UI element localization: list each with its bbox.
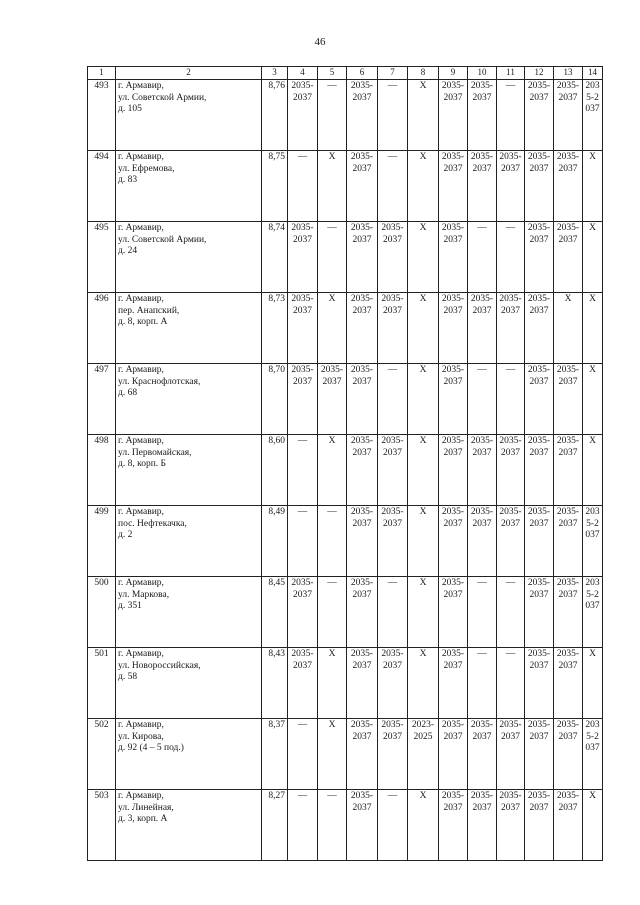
column-header-13: 13 xyxy=(554,67,583,80)
address-line: г. Армавир, xyxy=(118,649,164,659)
column-header-8: 8 xyxy=(408,67,439,80)
value-cell-col-12: 2035-2037 xyxy=(525,719,554,790)
score-cell: 8,37 xyxy=(262,719,288,790)
value-cell-col-4: — xyxy=(288,719,318,790)
value-cell-col-9: 2035-2037 xyxy=(439,719,468,790)
value-cell-col-12: 2035-2037 xyxy=(525,577,554,648)
address-line: пер. Анапский, xyxy=(118,305,180,316)
value-cell-col-5: — xyxy=(318,790,347,861)
value-cell-col-13: 2035-2037 xyxy=(554,648,583,719)
column-header-4: 4 xyxy=(288,67,318,80)
value-cell-col-9: 2035-2037 xyxy=(439,222,468,293)
value-cell-col-6: 2035-2037 xyxy=(347,293,378,364)
address-line: д. 351 xyxy=(118,601,142,612)
address-line: д. 2 xyxy=(118,530,133,541)
address-line: д. 3, корп. А xyxy=(118,814,168,825)
value-cell-col-10: 2035-2037 xyxy=(468,719,497,790)
score-cell: 8,70 xyxy=(262,364,288,435)
value-cell-col-9: 2035-2037 xyxy=(439,506,468,577)
value-cell-col-5: X xyxy=(318,435,347,506)
address-line: ул. Новороссийская, xyxy=(118,660,201,671)
value-cell-col-7: — xyxy=(378,790,408,861)
value-cell-col-14: 2035-2037 xyxy=(583,80,603,151)
value-cell-col-9: 2035-2037 xyxy=(439,364,468,435)
address-line: г. Армавир, xyxy=(118,81,164,91)
address-line: ул. Советской Армии, xyxy=(118,234,207,245)
address-line: г. Армавир, xyxy=(118,578,164,588)
value-cell-col-7: 2035-2037 xyxy=(378,435,408,506)
value-cell-col-10: 2035-2037 xyxy=(468,435,497,506)
address-line: г. Армавир, xyxy=(118,791,164,801)
column-header-12: 12 xyxy=(525,67,554,80)
value-cell-col-11: 2035-2037 xyxy=(497,790,525,861)
value-cell-col-4: 2035-2037 xyxy=(288,648,318,719)
score-cell: 8,75 xyxy=(262,151,288,222)
value-cell-col-4: 2035-2037 xyxy=(288,577,318,648)
value-cell-col-9: 2035-2037 xyxy=(439,648,468,719)
value-cell-col-8: X xyxy=(408,293,439,364)
value-cell-col-4: 2035-2037 xyxy=(288,293,318,364)
value-cell-col-7: 2035-2037 xyxy=(378,222,408,293)
value-cell-col-9: 2035-2037 xyxy=(439,577,468,648)
value-cell-col-7: 2035-2037 xyxy=(378,648,408,719)
value-cell-col-8: X xyxy=(408,151,439,222)
value-cell-col-4: — xyxy=(288,506,318,577)
table-row xyxy=(88,577,603,648)
value-cell-col-10: 2035-2037 xyxy=(468,293,497,364)
address-line: г. Армавир, xyxy=(118,294,164,304)
address-line: г. Армавир, xyxy=(118,507,164,517)
value-cell-col-12: 2035-2037 xyxy=(525,435,554,506)
address-line: г. Армавир, xyxy=(118,720,164,730)
value-cell-col-5: — xyxy=(318,577,347,648)
value-cell-col-10: 2035-2037 xyxy=(468,80,497,151)
column-header-11: 11 xyxy=(497,67,525,80)
value-cell-col-6: 2035-2037 xyxy=(347,648,378,719)
score-cell: 8,60 xyxy=(262,435,288,506)
value-cell-col-13: 2035-2037 xyxy=(554,577,583,648)
address-line: д. 8, корп. А xyxy=(118,317,168,328)
value-cell-col-13: 2035-2037 xyxy=(554,151,583,222)
value-cell-col-8: 2023-2025 xyxy=(408,719,439,790)
value-cell-col-5: 2035-2037 xyxy=(318,364,347,435)
row-number: 500 xyxy=(88,577,116,648)
table-row xyxy=(88,719,603,790)
value-cell-col-14: 2035-2037 xyxy=(583,506,603,577)
value-cell-col-6: 2035-2037 xyxy=(347,435,378,506)
value-cell-col-5: — xyxy=(318,80,347,151)
value-cell-col-12: 2035-2037 xyxy=(525,648,554,719)
value-cell-col-13: 2035-2037 xyxy=(554,80,583,151)
value-cell-col-9: 2035-2037 xyxy=(439,80,468,151)
address-cell xyxy=(116,790,262,861)
column-header-14: 14 xyxy=(583,67,603,80)
value-cell-col-11: — xyxy=(497,80,525,151)
column-header-2: 2 xyxy=(116,67,262,80)
address-line: г. Армавир, xyxy=(118,365,164,375)
value-cell-col-6: 2035-2037 xyxy=(347,790,378,861)
table-row xyxy=(88,506,603,577)
value-cell-col-14: X xyxy=(583,435,603,506)
score-cell: 8,73 xyxy=(262,293,288,364)
address-cell xyxy=(116,151,262,222)
value-cell-col-11: — xyxy=(497,222,525,293)
address-line: г. Армавир, xyxy=(118,152,164,162)
address-cell xyxy=(116,222,262,293)
value-cell-col-11: 2035-2037 xyxy=(497,435,525,506)
address-cell xyxy=(116,506,262,577)
row-number: 501 xyxy=(88,648,116,719)
value-cell-col-6: 2035-2037 xyxy=(347,222,378,293)
address-cell xyxy=(116,293,262,364)
address-cell xyxy=(116,719,262,790)
address-line: г. Армавир, xyxy=(118,223,164,233)
row-number: 497 xyxy=(88,364,116,435)
address-line: ул. Первомайская, xyxy=(118,447,192,458)
table-row xyxy=(88,435,603,506)
address-line: ул. Краснофлотская, xyxy=(118,376,201,387)
value-cell-col-7: 2035-2037 xyxy=(378,506,408,577)
value-cell-col-6: 2035-2037 xyxy=(347,80,378,151)
address-line: ул. Ефремова, xyxy=(118,163,175,174)
value-cell-col-14: 2035-2037 xyxy=(583,719,603,790)
value-cell-col-11: — xyxy=(497,364,525,435)
value-cell-col-9: 2035-2037 xyxy=(439,435,468,506)
value-cell-col-8: X xyxy=(408,364,439,435)
row-number: 503 xyxy=(88,790,116,861)
value-cell-col-12: 2035-2037 xyxy=(525,80,554,151)
score-cell: 8,74 xyxy=(262,222,288,293)
value-cell-col-5: X xyxy=(318,719,347,790)
column-header-3: 3 xyxy=(262,67,288,80)
score-cell: 8,76 xyxy=(262,80,288,151)
value-cell-col-7: — xyxy=(378,577,408,648)
value-cell-col-5: — xyxy=(318,222,347,293)
value-cell-col-6: 2035-2037 xyxy=(347,151,378,222)
schedule-table xyxy=(87,66,603,861)
page-number: 46 xyxy=(314,36,326,48)
table-row xyxy=(88,364,603,435)
value-cell-col-11: 2035-2037 xyxy=(497,151,525,222)
value-cell-col-4: — xyxy=(288,151,318,222)
address-line: д. 92 (4 – 5 под.) xyxy=(118,743,184,754)
value-cell-col-13: 2035-2037 xyxy=(554,222,583,293)
value-cell-col-11: — xyxy=(497,648,525,719)
address-line: ул. Советской Армии, xyxy=(118,92,207,103)
address-cell xyxy=(116,648,262,719)
value-cell-col-11: 2035-2037 xyxy=(497,506,525,577)
value-cell-col-7: 2035-2037 xyxy=(378,293,408,364)
value-cell-col-10: — xyxy=(468,648,497,719)
value-cell-col-9: 2035-2037 xyxy=(439,790,468,861)
value-cell-col-6: 2035-2037 xyxy=(347,577,378,648)
value-cell-col-14: X xyxy=(583,222,603,293)
value-cell-col-6: 2035-2037 xyxy=(347,364,378,435)
value-cell-col-13: 2035-2037 xyxy=(554,506,583,577)
value-cell-col-10: 2035-2037 xyxy=(468,790,497,861)
value-cell-col-4: 2035-2037 xyxy=(288,80,318,151)
value-cell-col-12: 2035-2037 xyxy=(525,364,554,435)
value-cell-col-4: 2035-2037 xyxy=(288,222,318,293)
value-cell-col-9: 2035-2037 xyxy=(439,151,468,222)
value-cell-col-4: 2035-2037 xyxy=(288,364,318,435)
score-cell: 8,27 xyxy=(262,790,288,861)
value-cell-col-4: — xyxy=(288,790,318,861)
value-cell-col-5: X xyxy=(318,151,347,222)
value-cell-col-5: — xyxy=(318,506,347,577)
table-row xyxy=(88,80,603,151)
address-line: д. 83 xyxy=(118,175,138,186)
value-cell-col-14: X xyxy=(583,293,603,364)
column-header-10: 10 xyxy=(468,67,497,80)
value-cell-col-10: — xyxy=(468,577,497,648)
address-line: ул. Кирова, xyxy=(118,731,164,742)
address-cell xyxy=(116,80,262,151)
table-row xyxy=(88,293,603,364)
column-header-9: 9 xyxy=(439,67,468,80)
value-cell-col-11: 2035-2037 xyxy=(497,719,525,790)
address-line: д. 105 xyxy=(118,104,142,115)
value-cell-col-8: X xyxy=(408,790,439,861)
value-cell-col-7: — xyxy=(378,80,408,151)
row-number: 498 xyxy=(88,435,116,506)
address-line: д. 68 xyxy=(118,388,138,399)
column-header-5: 5 xyxy=(318,67,347,80)
value-cell-col-12: 2035-2037 xyxy=(525,151,554,222)
value-cell-col-11: — xyxy=(497,577,525,648)
address-line: ул. Линейная, xyxy=(118,802,174,813)
address-line: ул. Маркова, xyxy=(118,589,170,600)
value-cell-col-13: 2035-2037 xyxy=(554,364,583,435)
value-cell-col-13: 2035-2037 xyxy=(554,790,583,861)
value-cell-col-13: 2035-2037 xyxy=(554,719,583,790)
value-cell-col-13: X xyxy=(554,293,583,364)
value-cell-col-11: 2035-2037 xyxy=(497,293,525,364)
header-row xyxy=(88,67,603,80)
column-header-6: 6 xyxy=(347,67,378,80)
address-line: пос. Нефтекачка, xyxy=(118,518,187,529)
address-cell xyxy=(116,577,262,648)
value-cell-col-4: — xyxy=(288,435,318,506)
value-cell-col-14: X xyxy=(583,364,603,435)
value-cell-col-8: X xyxy=(408,435,439,506)
value-cell-col-10: — xyxy=(468,222,497,293)
value-cell-col-8: X xyxy=(408,222,439,293)
value-cell-col-7: — xyxy=(378,364,408,435)
value-cell-col-8: X xyxy=(408,506,439,577)
value-cell-col-10: — xyxy=(468,364,497,435)
score-cell: 8,49 xyxy=(262,506,288,577)
value-cell-col-14: 2035-2037 xyxy=(583,577,603,648)
value-cell-col-12: 2035-2037 xyxy=(525,506,554,577)
address-cell xyxy=(116,364,262,435)
value-cell-col-8: X xyxy=(408,577,439,648)
column-header-7: 7 xyxy=(378,67,408,80)
row-number: 494 xyxy=(88,151,116,222)
value-cell-col-6: 2035-2037 xyxy=(347,719,378,790)
value-cell-col-10: 2035-2037 xyxy=(468,151,497,222)
address-line: д. 24 xyxy=(118,246,138,257)
value-cell-col-8: X xyxy=(408,80,439,151)
value-cell-col-12: 2035-2037 xyxy=(525,222,554,293)
table-row xyxy=(88,790,603,861)
address-cell xyxy=(116,435,262,506)
row-number: 502 xyxy=(88,719,116,790)
column-header-1: 1 xyxy=(88,67,116,80)
value-cell-col-5: X xyxy=(318,648,347,719)
value-cell-col-7: — xyxy=(378,151,408,222)
table-row xyxy=(88,648,603,719)
value-cell-col-10: 2035-2037 xyxy=(468,506,497,577)
table-row xyxy=(88,151,603,222)
value-cell-col-13: 2035-2037 xyxy=(554,435,583,506)
value-cell-col-7: 2035-2037 xyxy=(378,719,408,790)
row-number: 495 xyxy=(88,222,116,293)
row-number: 496 xyxy=(88,293,116,364)
value-cell-col-14: X xyxy=(583,790,603,861)
value-cell-col-6: 2035-2037 xyxy=(347,506,378,577)
row-number: 493 xyxy=(88,80,116,151)
address-line: г. Армавир, xyxy=(118,436,164,446)
value-cell-col-14: X xyxy=(583,648,603,719)
value-cell-col-12: 2035-2037 xyxy=(525,790,554,861)
score-cell: 8,43 xyxy=(262,648,288,719)
value-cell-col-5: X xyxy=(318,293,347,364)
table-row xyxy=(88,222,603,293)
value-cell-col-9: 2035-2037 xyxy=(439,293,468,364)
value-cell-col-8: X xyxy=(408,648,439,719)
score-cell: 8,45 xyxy=(262,577,288,648)
value-cell-col-14: X xyxy=(583,151,603,222)
address-line: д. 58 xyxy=(118,672,138,683)
row-number: 499 xyxy=(88,506,116,577)
address-line: д. 8, корп. Б xyxy=(118,459,167,470)
value-cell-col-12: 2035-2037 xyxy=(525,293,554,364)
